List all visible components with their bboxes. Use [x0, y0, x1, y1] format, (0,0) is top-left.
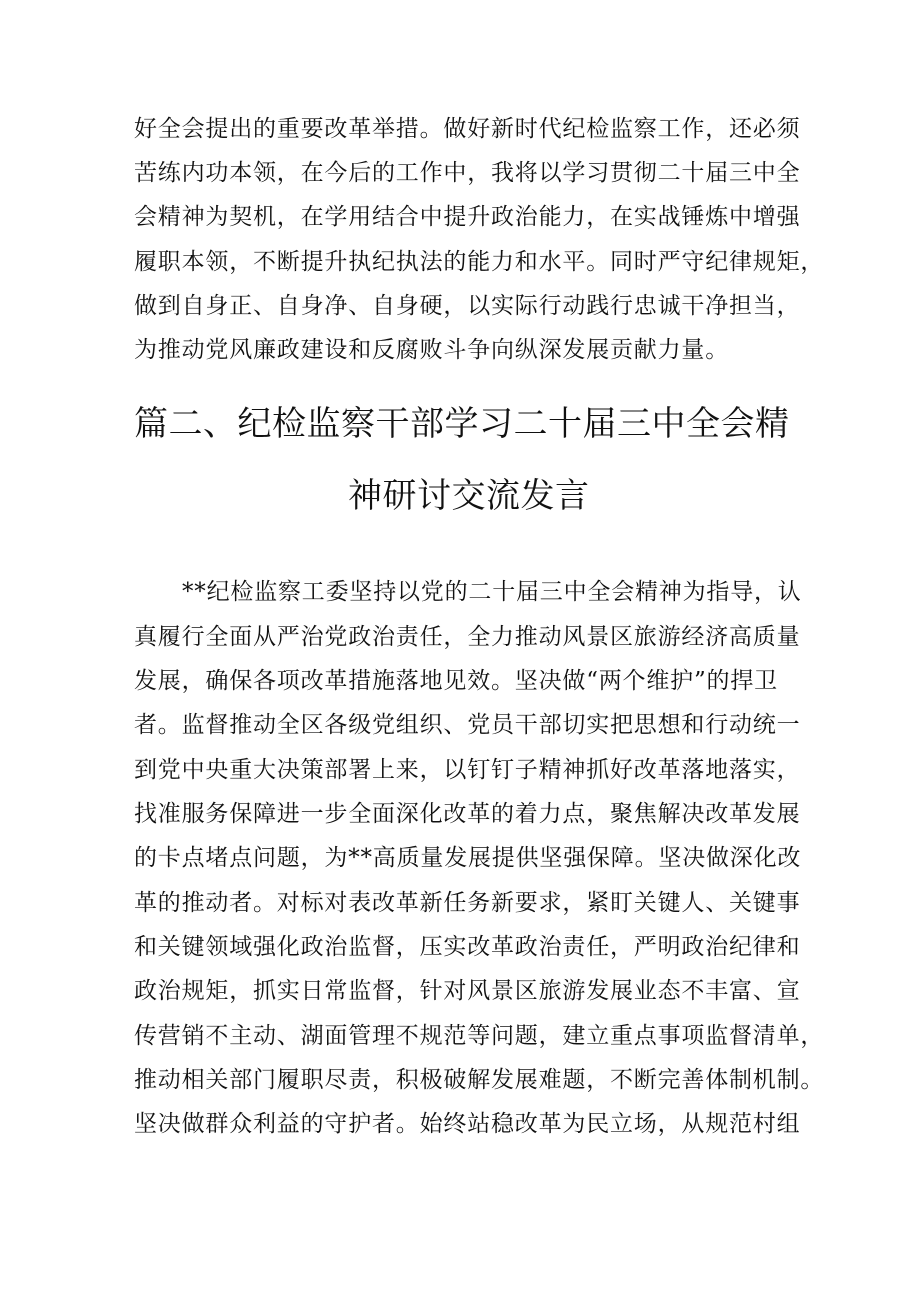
intro-line-1: 好全会提出的重要改革举措。做好新时代纪检监察工作，还必须	[134, 116, 801, 142]
body-line-4: 者。监督推动全区各级党组织、党员干部切实把思想和行动统一	[134, 712, 801, 738]
section-heading-line-2: 神研讨交流发言	[348, 476, 590, 516]
body-line-3: 发展，确保各项改革措施落地见效。坚决做“两个维护”的捍卫	[134, 668, 778, 694]
intro-line-3: 会精神为契机，在学用结合中提升政治能力，在实战锤炼中增强	[134, 204, 801, 230]
body-line-1: **纪检监察工委坚持以党的二十届三中全会精神为指导，认	[182, 579, 802, 605]
intro-line-5: 做到自身正、自身净、自身硬，以实际行动践行忠诚干净担当，	[134, 293, 801, 319]
body-line-6: 找准服务保障进一步全面深化改革的着力点，聚焦解决改革发展	[134, 801, 801, 827]
body-line-9: 和关键领域强化政治监督，压实改革政治责任，严明政治纪律和	[134, 934, 801, 960]
intro-line-4: 履职本领，不断提升执纪执法的能力和水平。同时严守纪律规矩，	[134, 249, 825, 275]
body-line-7: 的卡点堵点问题，为**高质量发展提供坚强保障。坚决做深化改	[134, 845, 802, 871]
intro-line-6: 为推动党风廉政建设和反腐败斗争向纵深发展贡献力量。	[134, 337, 729, 363]
body-line-5: 到党中央重大决策部署上来，以钉钉子精神抓好改革落地落实，	[134, 757, 801, 783]
body-line-2: 真履行全面从严治党政治责任，全力推动风景区旅游经济高质量	[134, 624, 801, 650]
section-heading-line-1: 篇二、纪检监察干部学习二十届三中全会精	[134, 404, 790, 444]
body-line-13: 坚决做群众利益的守护者。始终站稳改革为民立场，从规范村组	[134, 1111, 801, 1137]
body-line-11: 传营销不主动、湖面管理不规范等问题，建立重点事项监督清单，	[134, 1023, 825, 1049]
intro-line-2: 苦练内功本领，在今后的工作中，我将以学习贯彻二十届三中全	[134, 160, 801, 186]
body-line-12: 推动相关部门履职尽责，积极破解发展难题，不断完善体制机制。	[134, 1067, 825, 1093]
body-line-10: 政治规矩，抓实日常监督，针对风景区旅游发展业态不丰富、宣	[134, 978, 801, 1004]
body-line-8: 革的推动者。对标对表改革新任务新要求，紧盯关键人、关键事	[134, 890, 801, 916]
